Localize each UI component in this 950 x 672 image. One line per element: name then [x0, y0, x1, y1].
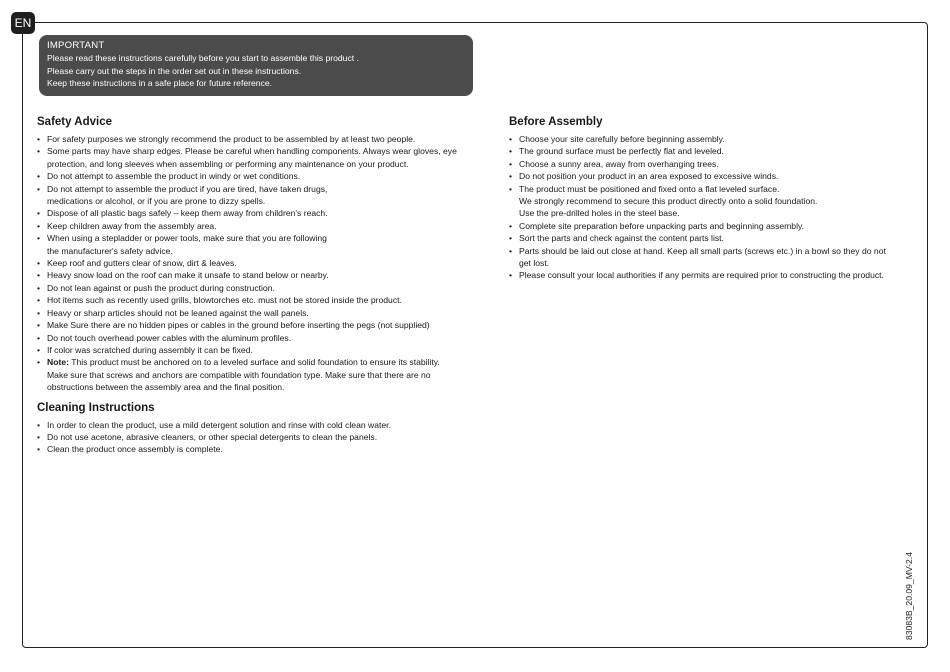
- important-title: IMPORTANT: [47, 40, 105, 51]
- list-item: • Dispose of all plastic bags safely – keep them away from children's reach.: [37, 207, 477, 219]
- cleaning-instructions-heading: Cleaning Instructions: [37, 401, 155, 414]
- list-item: • Hot items such as recently used grills, blowtorches etc. must not be stored inside the product.: [37, 294, 477, 306]
- list-item: • Clean the product once assembly is complete.: [37, 443, 477, 455]
- list-item: • When using a stepladder or power tools, make sure that you are following the manufacturer's safety advice.: [37, 232, 477, 257]
- list-item: • Choose a sunny area, away from overhanging trees.: [509, 158, 894, 170]
- before-assembly-list: [509, 133, 894, 282]
- list-item: • Keep roof and gutters clear of snow, dirt & leaves.: [37, 257, 477, 269]
- safety-advice-heading: Safety Advice: [37, 116, 112, 128]
- important-notice-box: [39, 35, 473, 96]
- important-line: Please read these instructions carefully before you start to assemble this product .: [47, 53, 359, 63]
- note-label: Note:: [47, 357, 69, 368]
- list-item: • In order to clean the product, use a mild detergent solution and rinse with cold clean water.: [37, 419, 477, 431]
- before-assembly-heading: Before Assembly: [509, 116, 603, 128]
- important-line: Keep these instructions in a safe place for future reference.: [47, 78, 272, 88]
- right-column: [509, 115, 894, 282]
- left-column: [37, 115, 477, 456]
- document-code: 83083B_20.09_MV-2.4: [904, 552, 914, 640]
- cleaning-instructions-list: [37, 419, 477, 456]
- list-item: • Do not position your product in an area exposed to excessive winds.: [509, 170, 894, 182]
- list-item: • The product must be positioned and fixed onto a flat leveled surface. We strongly recommend to secure this product directly onto a solid foundation. Use the pre-drilled holes in the steel base.: [509, 183, 894, 220]
- list-item: • Please consult your local authorities if any permits are required prior to constructing the product.: [509, 269, 894, 281]
- list-item: • Some parts may have sharp edges. Please be careful when handling components. Always wear gloves, eye protection, and long sleeves when assembling or performing any maintenance on your product.: [37, 145, 477, 170]
- list-item: • Do not use acetone, abrasive cleaners, or other special detergents to clean the panels.: [37, 431, 477, 443]
- language-badge: EN: [11, 12, 35, 34]
- list-item: • Keep children away from the assembly area.: [37, 220, 477, 232]
- list-item: • Choose your site carefully before beginning assembly.: [509, 133, 894, 145]
- list-item: • Do not lean against or push the product during construction.: [37, 282, 477, 294]
- list-item: • Make Sure there are no hidden pipes or cables in the ground before inserting the pegs (not supplied): [37, 319, 477, 331]
- list-item: • Do not attempt to assemble the product in windy or wet conditions.: [37, 170, 477, 182]
- note-item: • Note: This product must be anchored on to a leveled surface and solid foundation to ensure its stability. Make sure that screws and anchors are compatible with foundation type. Make sure that there are no obstructions between the assembly area and the final position.: [37, 356, 477, 393]
- safety-advice-list: [37, 133, 477, 394]
- list-item: • Heavy snow load on the roof can make it unsafe to stand below or nearby.: [37, 269, 477, 281]
- list-item: • If color was scratched during assembly it can be fixed.: [37, 344, 477, 356]
- list-item: • Heavy or sharp articles should not be leaned against the wall panels.: [37, 307, 477, 319]
- list-item: • Sort the parts and check against the content parts list.: [509, 232, 894, 244]
- list-item: • Complete site preparation before unpacking parts and beginning assembly.: [509, 220, 894, 232]
- list-item: • Parts should be laid out close at hand. Keep all small parts (screws etc.) in a bowl so they do not get lost.: [509, 245, 894, 270]
- list-item: • Do not touch overhead power cables with the aluminum profiles.: [37, 332, 477, 344]
- list-item: • The ground surface must be perfectly flat and leveled.: [509, 145, 894, 157]
- list-item: • Do not attempt to assemble the product if you are tired, have taken drugs, medications or alcohol, or if you are prone to dizzy spells.: [37, 183, 477, 208]
- important-line: Please carry out the steps in the order set out in these instructions.: [47, 65, 302, 76]
- list-item: • For safety purposes we strongly recommend the product to be assembled by at least two people.: [37, 133, 477, 145]
